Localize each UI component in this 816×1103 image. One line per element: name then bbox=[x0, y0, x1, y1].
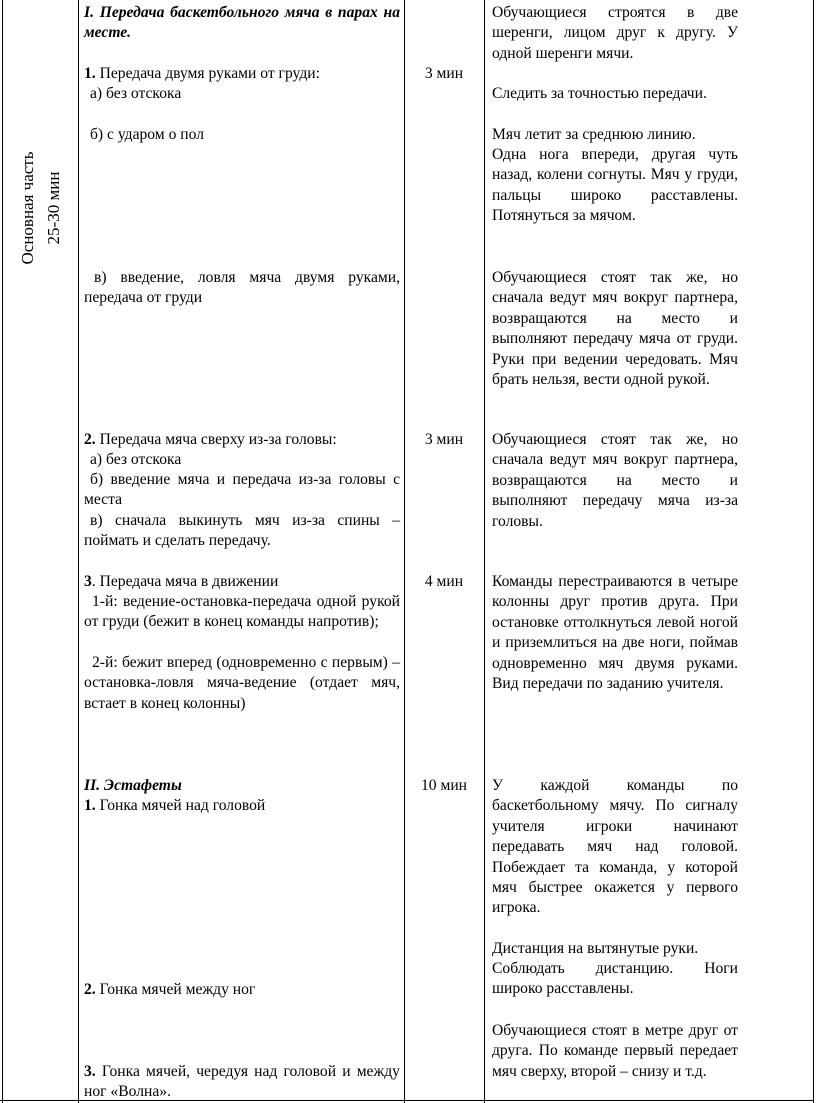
exercise-subitem: в) сначала выкинуть мяч из-за спины – поймать и сделать передачу. bbox=[84, 512, 400, 550]
method-note: Дистанция на вытянутые руки. bbox=[492, 940, 699, 957]
column-divider bbox=[484, 0, 485, 1103]
duration-value: 4 мин bbox=[424, 573, 464, 590]
exercise-group-heading: II. Эстафеты bbox=[84, 777, 182, 794]
table-border-left bbox=[2, 0, 3, 1103]
method-note: Соблюдать дистанцию. Ноги широко расставлены. bbox=[492, 960, 738, 998]
exercise-title: 1. Передача двумя руками от груди: bbox=[84, 65, 320, 82]
section-title: Основная часть bbox=[18, 151, 37, 265]
exercise-title: 2. Передача мяча сверху из-за головы: bbox=[84, 431, 337, 448]
duration-value: 3 мин bbox=[424, 65, 464, 82]
exercise-subitem: б) с ударом о пол bbox=[90, 126, 204, 143]
method-note: Мяч летит за среднюю линию. bbox=[492, 126, 696, 143]
exercise-title: 2. Гонка мячей между ног bbox=[84, 981, 256, 998]
section-duration: 25-30 мин bbox=[44, 171, 63, 245]
method-note: Одна нога впереди, другая чуть назад, колени согнуты. Мяч у груди, пальцы широко расставлены. Потянуться за мячом. bbox=[492, 146, 738, 225]
exercise-title: 3. Передача мяча в движении bbox=[84, 573, 279, 590]
exercise-subitem: 1-й: ведение-остановка-передача одной рукой от груди (бежит в конец команды напротив); bbox=[84, 593, 400, 631]
duration-value: 10 мин bbox=[420, 777, 468, 794]
column-divider bbox=[404, 0, 405, 1103]
exercise-subitem: а) без отскока bbox=[90, 451, 182, 468]
method-note: Обучающиеся стоят так же, но сначала ведут мяч вокруг партнера, возвращаются на место и выполняют передачу мяча от груди. Руки при ведении чередовать. Мяч брать нельзя, вести одной рукой. bbox=[492, 269, 738, 389]
method-note: У каждой команды по баскетбольному мячу. По сигналу учителя игроки начинают передавать мяч над головой. Побеждает та команда, у которой мяч быстрее окажется у первого игрока. bbox=[492, 777, 738, 917]
method-note: Обучающиеся стоят в метре друг от друга. По команде первый передает мяч сверху, второй – снизу и т.д. bbox=[492, 1022, 738, 1080]
duration-value: 3 мин bbox=[424, 431, 464, 448]
exercise-title: 3. Гонка мячей, чередуя над головой и между ног «Волна». bbox=[84, 1063, 400, 1101]
method-note: Следить за точностью передачи. bbox=[492, 85, 707, 102]
exercise-title: 1. Гонка мячей над головой bbox=[84, 797, 266, 814]
exercise-group-heading: I. Передача баскетбольного мяча в парах на месте. bbox=[84, 4, 400, 42]
method-note: Обучающиеся стоят так же, но сначала ведут мяч вокруг партнера, возвращаются на место и выполняют передачу мяча из-за головы. bbox=[492, 431, 738, 530]
section-label bbox=[6, 128, 76, 288]
method-note: Команды перестраиваются в четыре колонны друг против друга. При остановке оттолкнуться левой ногой и приземлиться на две ноги, поймав одновременно мяч двумя руками. Вид передачи по заданию учителя. bbox=[492, 573, 738, 693]
table-border-right bbox=[813, 0, 814, 1103]
exercise-subitem: б) введение мяча и передача из-за головы с места bbox=[84, 471, 400, 509]
method-note: Обучающиеся строятся в две шеренги, лицом друг к другу. У одной шеренги мячи. bbox=[492, 4, 738, 62]
exercise-subitem: а) без отскока bbox=[90, 85, 182, 102]
exercise-subitem: в) введение, ловля мяча двумя руками, передача от груди bbox=[84, 269, 400, 307]
column-divider bbox=[78, 0, 79, 1103]
exercise-subitem: 2-й: бежит вперед (одновременно с первым) – остановка-ловля мяча-ведение (отдает мяч, встает в конец колонны) bbox=[84, 654, 400, 712]
